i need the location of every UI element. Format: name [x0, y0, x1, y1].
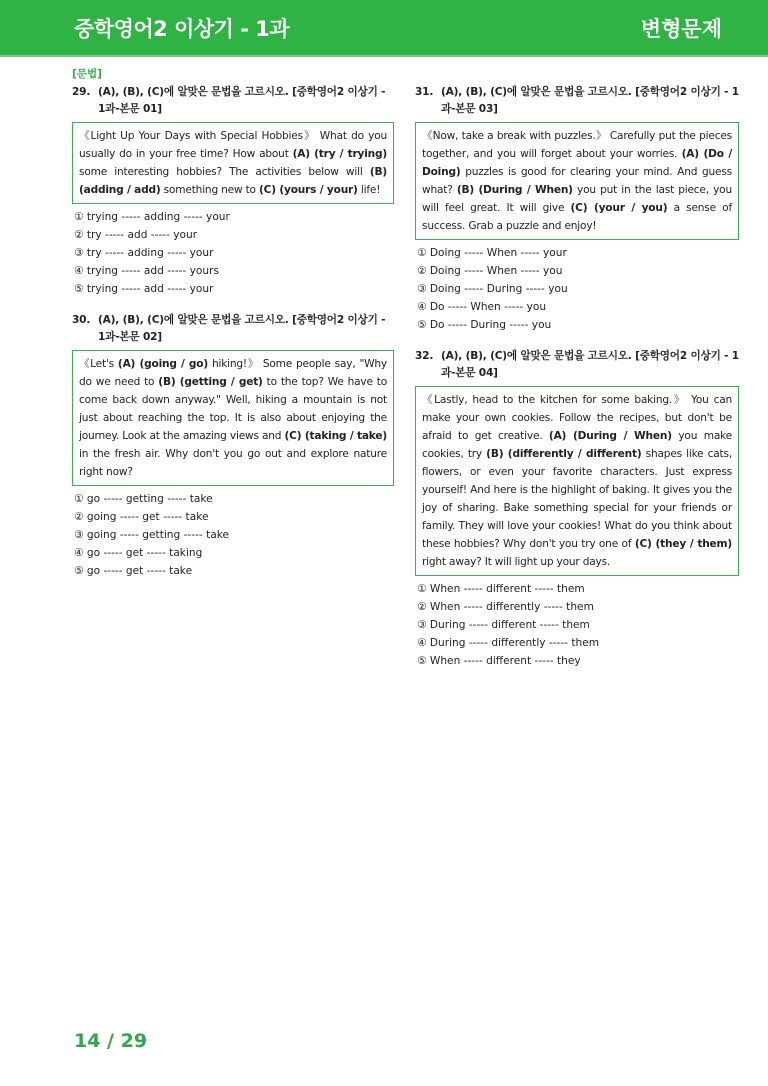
passage-text: something new to: [160, 184, 260, 196]
question-32: [415, 348, 739, 670]
question-number: 30.: [72, 314, 91, 326]
question-31: [415, 84, 739, 334]
question-number: 29.: [72, 86, 91, 98]
blank-a: (A) (going / go): [117, 358, 209, 370]
page-number: 14 / 29: [74, 1030, 148, 1052]
question-heading: [72, 84, 394, 118]
option-4[interactable]: ④ trying ----- add ----- yours: [74, 265, 220, 277]
blank-a: (A) (During / When): [548, 430, 672, 442]
passage-text: right away? It will light up your days.: [422, 556, 611, 568]
option-2[interactable]: ② try ----- add ----- your: [74, 229, 198, 241]
option-1[interactable]: ① go ----- getting ----- take: [74, 493, 213, 505]
option-5[interactable]: ⑤ Do ----- During ----- you: [417, 319, 552, 331]
passage-text: you put in the last piece, you will feel great. It will give: [422, 184, 732, 214]
question-number: 31.: [415, 86, 434, 98]
right-column: [415, 84, 739, 684]
passage-text: you make cookies, try: [422, 430, 732, 460]
option-2[interactable]: ② going ----- get ----- take: [74, 511, 209, 523]
option-1[interactable]: ① When ----- different ----- them: [417, 583, 585, 595]
question-29: [72, 84, 394, 298]
option-2[interactable]: ② Doing ----- When ----- you: [417, 265, 563, 277]
answer-options: [72, 490, 394, 580]
passage-text: shapes like cats, flowers, or even your favorite characters. Just express yourself! And here is the highlight of baking. It gives you the joy of sharing. Bake something special for your friends or family. They will love your cookies! What do you think about these hobbies? Why don't you try one of: [422, 448, 732, 550]
passage-text: some interesting hobbies? The activities below will: [79, 166, 370, 178]
passage-box: [72, 350, 394, 486]
passage-box: [415, 386, 739, 576]
option-1[interactable]: ① Doing ----- When ----- your: [417, 247, 567, 259]
option-5[interactable]: ⑤ trying ----- add ----- your: [74, 283, 214, 295]
question-heading: [415, 84, 739, 118]
passage-text: in the fresh air. Why don't you go out and explore nature right now?: [79, 448, 387, 478]
answer-options: [72, 208, 394, 298]
option-4[interactable]: ④ During ----- differently ----- them: [417, 637, 600, 649]
option-3[interactable]: ③ Doing ----- During ----- you: [417, 283, 568, 295]
left-column: [72, 66, 394, 594]
blank-b: (B) (differently / different): [486, 448, 642, 460]
option-4[interactable]: ④ go ----- get ----- taking: [74, 547, 203, 559]
blank-c: (C) (yours / your): [259, 184, 358, 196]
option-3[interactable]: ③ going ----- getting ----- take: [74, 529, 230, 541]
blank-a: (A) (Do / Doing): [422, 148, 733, 178]
passage-text: puzzles is good for clearing your mind. And guess what?: [422, 166, 732, 196]
passage-box: [415, 122, 739, 240]
answer-options: [415, 580, 739, 670]
blank-b: (B) (During / When): [456, 184, 573, 196]
passage-text: 《Lastly, head to the kitchen for some baking.》 You can make your own cookies. Follow the recipes, but don't be afraid to get creative.: [422, 394, 732, 442]
passage-text: 《Let's: [79, 358, 118, 370]
option-2[interactable]: ② When ----- differently ----- them: [417, 601, 594, 613]
passage-text: a sense of success. Grab a puzzle and enjoy!: [422, 202, 732, 232]
question-heading: [415, 348, 739, 382]
page-title: 중학영어2 이상기 - 1과: [74, 17, 290, 41]
option-3[interactable]: ③ During ----- different ----- them: [417, 619, 590, 631]
passage-text: 《Light Up Your Days with Special Hobbies》 What do you usually do in your free time? How about: [79, 130, 387, 160]
blank-a: (A) (try / trying): [292, 148, 388, 160]
question-30: [72, 312, 394, 580]
option-3[interactable]: ③ try ----- adding ----- your: [74, 247, 214, 259]
passage-text: hiking!》 Some people say, "Why do we need to: [79, 358, 387, 388]
option-5[interactable]: ⑤ go ----- get ----- take: [74, 565, 193, 577]
blank-c: (C) (your / you): [570, 202, 668, 214]
option-5[interactable]: ⑤ When ----- different ----- they: [417, 655, 581, 667]
question-instruction: (A), (B), (C)에 알맞은 문법을 고르시오. [중학영어2 이상기 - 1과-본문 02]: [98, 314, 386, 343]
passage-text: life!: [357, 184, 381, 196]
option-4[interactable]: ④ Do ----- When ----- you: [417, 301, 547, 313]
question-instruction: (A), (B), (C)에 알맞은 문법을 고르시오. [중학영어2 이상기 - 1과-본문 04]: [441, 350, 739, 379]
passage-box: [72, 122, 394, 204]
answer-options: [415, 244, 739, 334]
blank-b: (B) (adding / add): [79, 166, 387, 196]
blank-c: (C) (taking / take): [284, 430, 387, 442]
header-category: 변형문제: [640, 17, 722, 41]
blank-b: (B) (getting / get): [158, 376, 263, 388]
question-number: 32.: [415, 350, 434, 362]
section-tag: [문법]: [72, 68, 102, 80]
passage-text: 《Now, take a break with puzzles.》 Carefully put the pieces together, and you will forget about your worries.: [422, 130, 732, 160]
passage-text: to the top? We have to come back down anyway." Well, hiking a mountain is not just about reaching the top. It is also about enjoying the journey. Look at the amazing views and: [79, 376, 387, 442]
page-header: [0, 0, 768, 57]
blank-c: (C) (they / them): [634, 538, 733, 550]
question-instruction: (A), (B), (C)에 알맞은 문법을 고르시오. [중학영어2 이상기 - 1과-본문 03]: [441, 86, 739, 115]
question-heading: [72, 312, 394, 346]
option-1[interactable]: ① trying ----- adding ----- your: [74, 211, 230, 223]
question-instruction: (A), (B), (C)에 알맞은 문법을 고르시오. [중학영어2 이상기 - 1과-본문 01]: [98, 86, 386, 115]
